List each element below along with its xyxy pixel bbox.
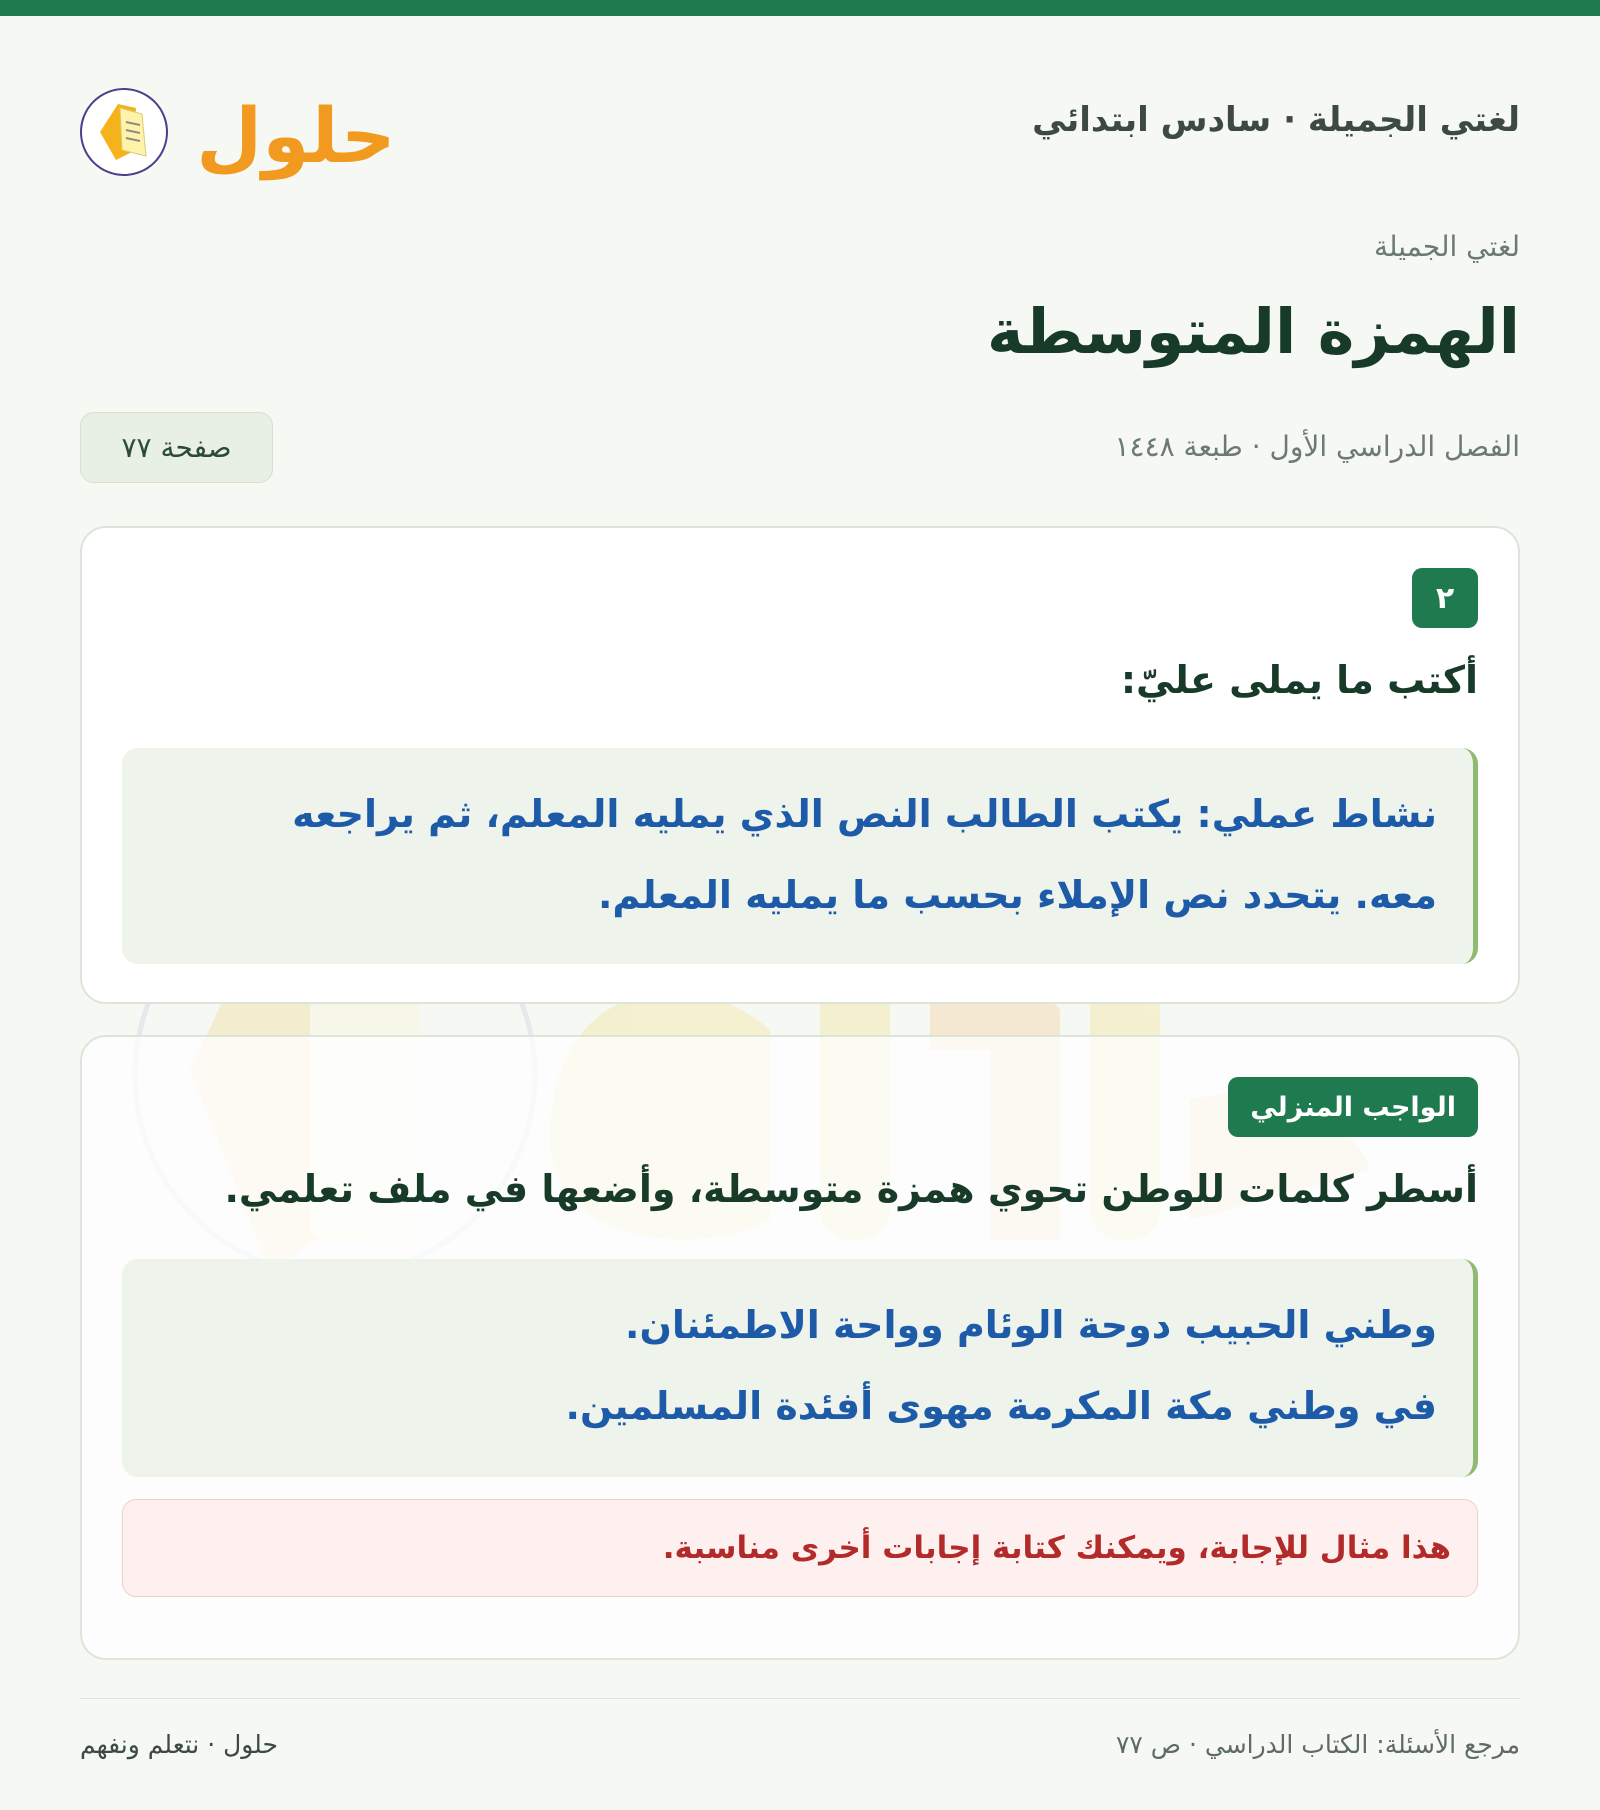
footer-reference: مرجع الأسئلة: الكتاب الدراسي · ص ٧٧ [1115, 1730, 1520, 1759]
answer-box [122, 1259, 1478, 1477]
header-title: لغتي الجميلة · سادس ابتدائي [1032, 100, 1520, 140]
homework-card [80, 1035, 1520, 1660]
page-title: الهمزة المتوسطة [986, 295, 1520, 368]
page-number-badge: صفحة ٧٧ [80, 412, 273, 483]
site-logo[interactable] [80, 70, 396, 180]
answer-line: وطني الحبيب دوحة الوئام وواحة الاطمئنان. [625, 1303, 1437, 1347]
answer-line: نشاط عملي: يكتب الطالب النص الذي يمليه المعلم، ثم يراجعه [292, 792, 1437, 836]
answer-line: معه. يتحدد نص الإملاء بحسب ما يمليه المعلم. [597, 873, 1437, 917]
homework-badge: الواجب المنزلي [1228, 1077, 1478, 1137]
site-header [80, 60, 1520, 190]
logo-text: حلول [196, 91, 396, 180]
semester-edition: الفصل الدراسي الأول · طبعة ١٤٤٨ [1114, 430, 1520, 463]
answer-box [122, 748, 1478, 964]
top-accent-bar [0, 0, 1600, 16]
answer-line: في وطني مكة المكرمة مهوى أفئدة المسلمين. [565, 1384, 1437, 1428]
footer-divider [80, 1698, 1520, 1699]
homework-question: أسطر كلمات للوطن تحوي همزة متوسطة، وأضعها في ملف تعلمي. [224, 1167, 1478, 1211]
question-text: أكتب ما يملى عليّ: [1120, 658, 1478, 702]
subject-label: لغتي الجميلة [1373, 230, 1520, 263]
example-answer-note: هذا مثال للإجابة، ويمكنك كتابة إجابات أخرى مناسبة. [122, 1499, 1478, 1597]
question-card [80, 526, 1520, 1004]
question-number-badge: ٢ [1412, 568, 1478, 628]
footer-brand[interactable]: حلول · نتعلم ونفهم [80, 1730, 278, 1759]
